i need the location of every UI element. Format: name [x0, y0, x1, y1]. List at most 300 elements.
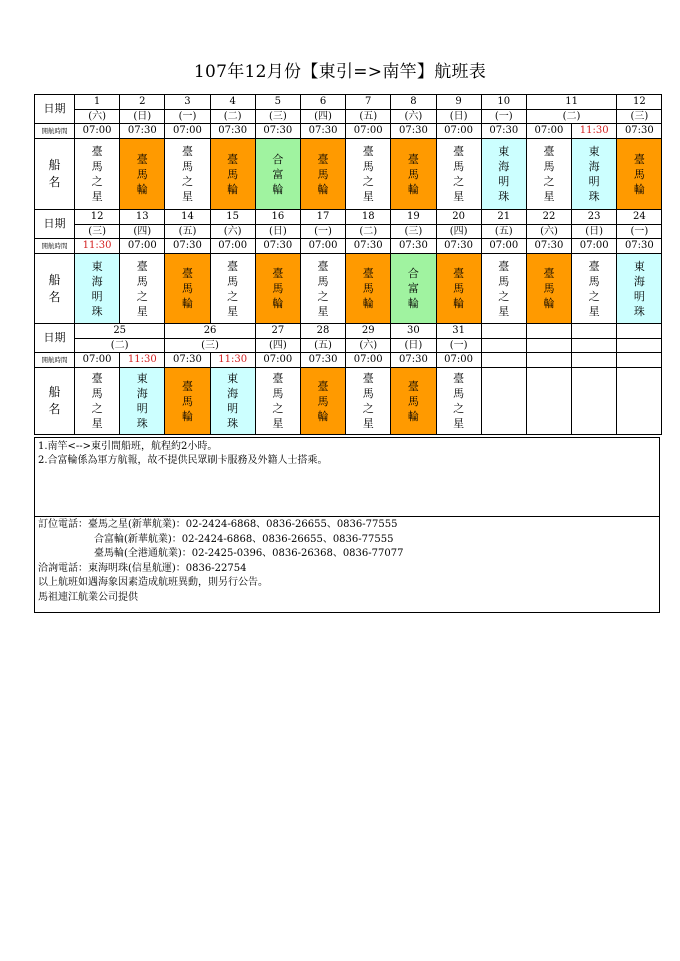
empty-cell: [617, 368, 662, 435]
day-number: 13: [120, 210, 165, 225]
weekday: (六): [75, 110, 120, 124]
ship-name: [346, 368, 391, 435]
ship-char: 馬: [227, 274, 239, 288]
day-number: 5: [255, 95, 300, 110]
departure-time: 11:30: [210, 353, 255, 368]
ship-char: 星: [272, 417, 284, 430]
ship-char: 臺: [181, 267, 193, 280]
ship-char: 臺: [543, 267, 555, 280]
ship-char: 星: [588, 304, 600, 318]
date-row: [35, 210, 662, 225]
ship-char: 之: [362, 175, 374, 188]
weekday: (三): [255, 110, 300, 124]
weekday: (四): [255, 339, 300, 353]
weekday: (日): [572, 225, 617, 239]
day-number: 4: [210, 95, 255, 110]
booking-line-1: 訂位電話：臺馬之星(新華航業)：02-2424-6868、0836-26655、0836-77555: [38, 519, 398, 530]
weekday: (二): [526, 110, 616, 124]
empty-cell: [526, 324, 571, 339]
ship-char: 臺: [453, 267, 465, 280]
empty-cell: [572, 368, 617, 435]
departure-time: 07:00: [572, 239, 617, 254]
weekday: (四): [300, 110, 345, 124]
ship-name: [481, 254, 526, 324]
day-number: 7: [346, 95, 391, 110]
note-2: 2.合富輪係為軍方航報，故不提供民眾刷卡服務及外籍人士搭乘。: [38, 455, 328, 466]
weekday-row: [35, 225, 662, 239]
weekday: (五): [481, 225, 526, 239]
ship-char: 東: [136, 372, 148, 385]
ship-char: 臺: [362, 145, 374, 158]
note-1: 1.南竿<-->東引間船班，航程約2小時。: [38, 441, 218, 452]
ship-char: 星: [453, 190, 465, 203]
weekday: (六): [346, 339, 391, 353]
ship-char: 臺: [453, 145, 465, 158]
day-number: 31: [436, 324, 481, 339]
ship-char: 星: [362, 190, 374, 203]
ship-char: 臺: [453, 372, 465, 385]
ship-name: [120, 254, 165, 324]
ship-char: 珠: [227, 417, 239, 430]
departure-time: 07:30: [617, 239, 662, 254]
ship-char: 明: [588, 175, 600, 188]
weekday: (日): [436, 110, 481, 124]
empty-cell: [481, 324, 526, 339]
ship-char: 輪: [181, 409, 193, 423]
weekday-row: [35, 339, 662, 353]
departure-time: 07:00: [526, 124, 571, 139]
ship-char: 馬: [453, 387, 465, 400]
weekday: (五): [300, 339, 345, 353]
ship-char: 臺: [181, 145, 193, 158]
departure-row: [35, 353, 662, 368]
departure-time: 11:30: [75, 239, 120, 254]
ship-char: 馬: [91, 387, 103, 400]
ship-char: 星: [181, 190, 193, 203]
ship-char: 馬: [136, 167, 148, 181]
ship-char: 臺: [498, 259, 510, 273]
ship-char: 之: [136, 289, 148, 303]
booking-line-3: 臺馬輪(全港通航業)：02-2425-0396、0836-26368、0836-77077: [94, 548, 404, 559]
departure-time: 11:30: [572, 124, 617, 139]
departure-time: 07:30: [210, 124, 255, 139]
ship-char: 東: [227, 372, 239, 385]
ship-char: 馬: [543, 160, 555, 173]
ship-char: 東: [633, 259, 645, 273]
ship-char: 馬: [362, 387, 374, 400]
ship-char: 馬: [317, 394, 329, 408]
ship-char: 之: [272, 402, 284, 415]
ship-name: [617, 254, 662, 324]
ship-name: [572, 254, 617, 324]
day-number: 28: [300, 324, 345, 339]
departure-time: 07:30: [300, 353, 345, 368]
weekday: (五): [346, 110, 391, 124]
date-row: [35, 95, 662, 110]
ship-name: [255, 368, 300, 435]
ship-char: 之: [91, 402, 103, 415]
ship-char: 珠: [633, 304, 645, 318]
departure-time: 07:30: [255, 124, 300, 139]
ship-char: 合: [272, 152, 284, 166]
ship-char: 臺: [362, 267, 374, 280]
ship-char: 星: [136, 304, 148, 318]
day-number: 20: [436, 210, 481, 225]
departure-time: 07:00: [481, 239, 526, 254]
day-number: 29: [346, 324, 391, 339]
ship-name: [436, 139, 481, 210]
ship-char: 臺: [136, 152, 148, 166]
ship-name: [572, 139, 617, 210]
ship-char: 馬: [136, 274, 148, 288]
departure-time: 07:00: [165, 124, 210, 139]
empty-cell: [481, 339, 526, 353]
ship-char: 馬: [181, 394, 193, 408]
departure-time: 07:30: [481, 124, 526, 139]
departure-time: 07:30: [346, 239, 391, 254]
departure-time: 07:00: [300, 239, 345, 254]
departure-row: [35, 239, 662, 254]
departure-time: 07:00: [436, 353, 481, 368]
ship-char: 富: [407, 282, 419, 295]
departure-time: 07:30: [391, 239, 436, 254]
ship-char: 馬: [588, 274, 600, 288]
ship-char: 星: [227, 304, 239, 318]
ship-char: 珠: [498, 190, 510, 203]
inquiry-label: 洽詢電話：: [38, 562, 88, 574]
departure-time: 07:30: [526, 239, 571, 254]
provider-line: 馬祖連江航業公司提供: [38, 591, 138, 603]
ship-char: 合: [407, 267, 419, 280]
weekday: (一): [481, 110, 526, 124]
day-number: 11: [526, 95, 616, 110]
empty-cell: [572, 324, 617, 339]
ship-char: 海: [227, 387, 239, 400]
date-label: 日期: [35, 95, 75, 124]
ship-name: [75, 139, 120, 210]
day-number: 27: [255, 324, 300, 339]
day-number: 18: [346, 210, 391, 225]
contact-box: [34, 517, 660, 613]
booking-label: 訂位電話：: [38, 519, 88, 530]
page-title: 107年12月份【東引=>南竿】航班表: [193, 62, 487, 82]
ship-char: 明: [227, 402, 239, 415]
ship-char: 星: [317, 304, 329, 318]
weekday: (六): [391, 110, 436, 124]
ship-name: [346, 139, 391, 210]
ship-char: 之: [317, 289, 329, 303]
ship-char: 馬: [407, 167, 419, 181]
departure-time: 07:00: [75, 353, 120, 368]
ship-char: 臺: [91, 145, 103, 158]
ship-name: [300, 139, 345, 210]
departure-time: 11:30: [120, 353, 165, 368]
ship-char: 臺: [181, 379, 193, 393]
day-number: 10: [481, 95, 526, 110]
weekday-row: [35, 110, 662, 124]
ship-char: 之: [453, 402, 465, 415]
ship-name: [391, 368, 436, 435]
day-number: 23: [572, 210, 617, 225]
ship-char: 星: [543, 190, 555, 203]
ship-name: [391, 139, 436, 210]
day-number: 9: [436, 95, 481, 110]
ship-char: 馬: [633, 167, 645, 181]
ship-name: [165, 368, 210, 435]
ship-char: 輪: [407, 409, 419, 423]
ship-char: 輪: [136, 182, 148, 196]
ship-char: 珠: [588, 190, 600, 203]
ship-char: 星: [91, 190, 103, 203]
ship-char: 馬: [272, 282, 284, 295]
departure-time: 07:00: [75, 124, 120, 139]
ship-char: 之: [498, 289, 510, 303]
ship-char: 海: [588, 160, 600, 173]
ship-char: 輪: [407, 182, 419, 196]
date-label: 日期: [35, 210, 75, 239]
empty-cell: [526, 339, 571, 353]
weekday: (六): [526, 225, 571, 239]
weekday: (三): [75, 225, 120, 239]
ship-name: [300, 368, 345, 435]
notice-line: 以上航班如遇海象因素造成航班異動，則另行公告。: [38, 577, 268, 588]
ship-char: 馬: [407, 394, 419, 408]
weekday: (三): [391, 225, 436, 239]
ship-char: 明: [498, 175, 510, 188]
ship-char: 輪: [317, 182, 329, 196]
date-label: 日期: [35, 324, 75, 353]
day-number: 22: [526, 210, 571, 225]
ship-row: [35, 368, 662, 435]
ship-char: 明: [136, 402, 148, 415]
ship-char: 星: [91, 417, 103, 430]
ship-char: 臺: [588, 259, 600, 273]
departure-label: 開航時間: [35, 353, 75, 368]
ship-char: 馬: [272, 387, 284, 400]
departure-time: 07:00: [346, 124, 391, 139]
booking-line-2: 合富輪(新華航業)：02-2424-6868、0836-26655、0836-77555: [94, 533, 394, 545]
ship-char: 海: [498, 160, 510, 173]
weekday: (一): [165, 110, 210, 124]
weekday: (五): [165, 225, 210, 239]
ship-row: [35, 139, 662, 210]
ship-name: [255, 254, 300, 324]
ship-char: 臺: [227, 259, 239, 273]
notes-box: [34, 437, 660, 517]
departure-time: 07:30: [165, 353, 210, 368]
ship-label: 船 名: [35, 139, 75, 210]
ship-name: [75, 368, 120, 435]
ship-char: 馬: [181, 160, 193, 173]
weekday: (六): [210, 225, 255, 239]
ship-char: 明: [91, 289, 103, 303]
ship-char: 之: [362, 402, 374, 415]
ship-char: 輪: [362, 297, 374, 310]
empty-cell: [617, 339, 662, 353]
ship-char: 馬: [317, 167, 329, 181]
ship-char: 臺: [317, 152, 329, 166]
ship-name: [436, 368, 481, 435]
empty-cell: [526, 353, 571, 368]
weekday: (一): [300, 225, 345, 239]
ship-char: 馬: [543, 282, 555, 295]
departure-label: 開航時間: [35, 239, 75, 254]
ship-char: 輪: [181, 297, 193, 310]
ship-char: 臺: [407, 152, 419, 166]
ship-char: 輪: [453, 297, 465, 310]
ship-char: 輪: [633, 182, 645, 196]
day-number: 1: [75, 95, 120, 110]
day-number: 21: [481, 210, 526, 225]
ship-name: [300, 254, 345, 324]
inquiry-line: 洽詢電話：東海明珠(信星航運)：0836-22754: [38, 562, 247, 574]
day-number: 24: [617, 210, 662, 225]
ship-char: 臺: [136, 259, 148, 273]
ship-char: 馬: [362, 282, 374, 295]
ship-char: 明: [633, 289, 645, 303]
departure-time: 07:00: [120, 239, 165, 254]
ship-char: 輪: [272, 182, 284, 196]
departure-time: 07:00: [436, 124, 481, 139]
empty-cell: [572, 353, 617, 368]
ship-char: 輪: [543, 297, 555, 310]
weekday: (三): [165, 339, 255, 353]
weekday: (日): [120, 110, 165, 124]
schedule-table: [34, 94, 662, 435]
ship-char: 臺: [317, 379, 329, 393]
ship-name: [210, 139, 255, 210]
day-number: 8: [391, 95, 436, 110]
ship-char: 之: [227, 289, 239, 303]
ship-char: 之: [91, 175, 103, 188]
day-number: 16: [255, 210, 300, 225]
day-number: 15: [210, 210, 255, 225]
empty-cell: [617, 353, 662, 368]
day-number: 26: [165, 324, 255, 339]
ship-char: 臺: [272, 372, 284, 385]
ship-label: 船 名: [35, 368, 75, 435]
ship-char: 臺: [227, 152, 239, 166]
departure-time: 07:30: [300, 124, 345, 139]
day-number: 17: [300, 210, 345, 225]
ship-char: 輪: [227, 182, 239, 196]
day-number: 14: [165, 210, 210, 225]
ship-char: 東: [498, 145, 510, 158]
weekday: (四): [120, 225, 165, 239]
ship-char: 輪: [317, 409, 329, 423]
ship-char: 臺: [362, 372, 374, 385]
day-number: 25: [75, 324, 165, 339]
weekday: (一): [617, 225, 662, 239]
departure-label: 開航時間: [35, 124, 75, 139]
ship-char: 東: [588, 145, 600, 158]
ship-char: 馬: [317, 274, 329, 288]
ship-char: 之: [453, 175, 465, 188]
ship-char: 馬: [91, 160, 103, 173]
empty-cell: [481, 353, 526, 368]
day-number: 30: [391, 324, 436, 339]
ship-char: 之: [543, 175, 555, 188]
day-number: 3: [165, 95, 210, 110]
ship-char: 星: [362, 417, 374, 430]
ship-char: 臺: [317, 259, 329, 273]
weekday: (四): [436, 225, 481, 239]
date-row: [35, 324, 662, 339]
ship-char: 馬: [227, 167, 239, 181]
ship-name: [526, 139, 571, 210]
ship-char: 輪: [272, 297, 284, 310]
ship-char: 星: [453, 417, 465, 430]
ship-name: [526, 254, 571, 324]
day-number: 6: [300, 95, 345, 110]
departure-time: 07:30: [436, 239, 481, 254]
ship-char: 臺: [407, 379, 419, 393]
ship-char: 珠: [91, 304, 103, 318]
empty-cell: [526, 368, 571, 435]
departure-time: 07:00: [255, 353, 300, 368]
departure-time: 07:30: [120, 124, 165, 139]
ship-char: 臺: [633, 152, 645, 166]
ship-name: [75, 254, 120, 324]
ship-char: 臺: [272, 267, 284, 280]
ship-row: [35, 254, 662, 324]
departure-row: [35, 124, 662, 139]
departure-time: 07:30: [617, 124, 662, 139]
ship-char: 馬: [362, 160, 374, 173]
weekday: (二): [210, 110, 255, 124]
ship-char: 海: [633, 274, 645, 288]
ship-label: 船 名: [35, 254, 75, 324]
ship-char: 馬: [453, 282, 465, 295]
ship-char: 東: [91, 259, 103, 273]
departure-time: 07:30: [165, 239, 210, 254]
ship-char: 臺: [543, 145, 555, 158]
departure-time: 07:30: [255, 239, 300, 254]
ship-char: 之: [181, 175, 193, 188]
departure-time: 07:30: [391, 353, 436, 368]
ship-char: 海: [91, 274, 103, 288]
ship-name: [346, 254, 391, 324]
weekday: (日): [255, 225, 300, 239]
empty-cell: [481, 368, 526, 435]
ship-char: 富: [272, 167, 284, 181]
ship-char: 輪: [407, 297, 419, 310]
departure-time: 07:00: [210, 239, 255, 254]
weekday: (二): [346, 225, 391, 239]
weekday: (日): [391, 339, 436, 353]
day-number: 19: [391, 210, 436, 225]
ship-name: [255, 139, 300, 210]
ship-name: [617, 139, 662, 210]
day-number: 12: [617, 95, 662, 110]
ship-char: 馬: [498, 274, 510, 288]
empty-cell: [617, 324, 662, 339]
ship-name: [210, 368, 255, 435]
ship-name: [481, 139, 526, 210]
ship-char: 馬: [181, 282, 193, 295]
ship-name: [210, 254, 255, 324]
ship-char: 珠: [136, 417, 148, 430]
ship-char: 星: [498, 304, 510, 318]
departure-time: 07:00: [346, 353, 391, 368]
ship-name: [120, 368, 165, 435]
departure-time: 07:30: [391, 124, 436, 139]
ship-char: 臺: [91, 372, 103, 385]
weekday: (二): [75, 339, 165, 353]
empty-cell: [572, 339, 617, 353]
day-number: 12: [75, 210, 120, 225]
ship-name: [165, 139, 210, 210]
